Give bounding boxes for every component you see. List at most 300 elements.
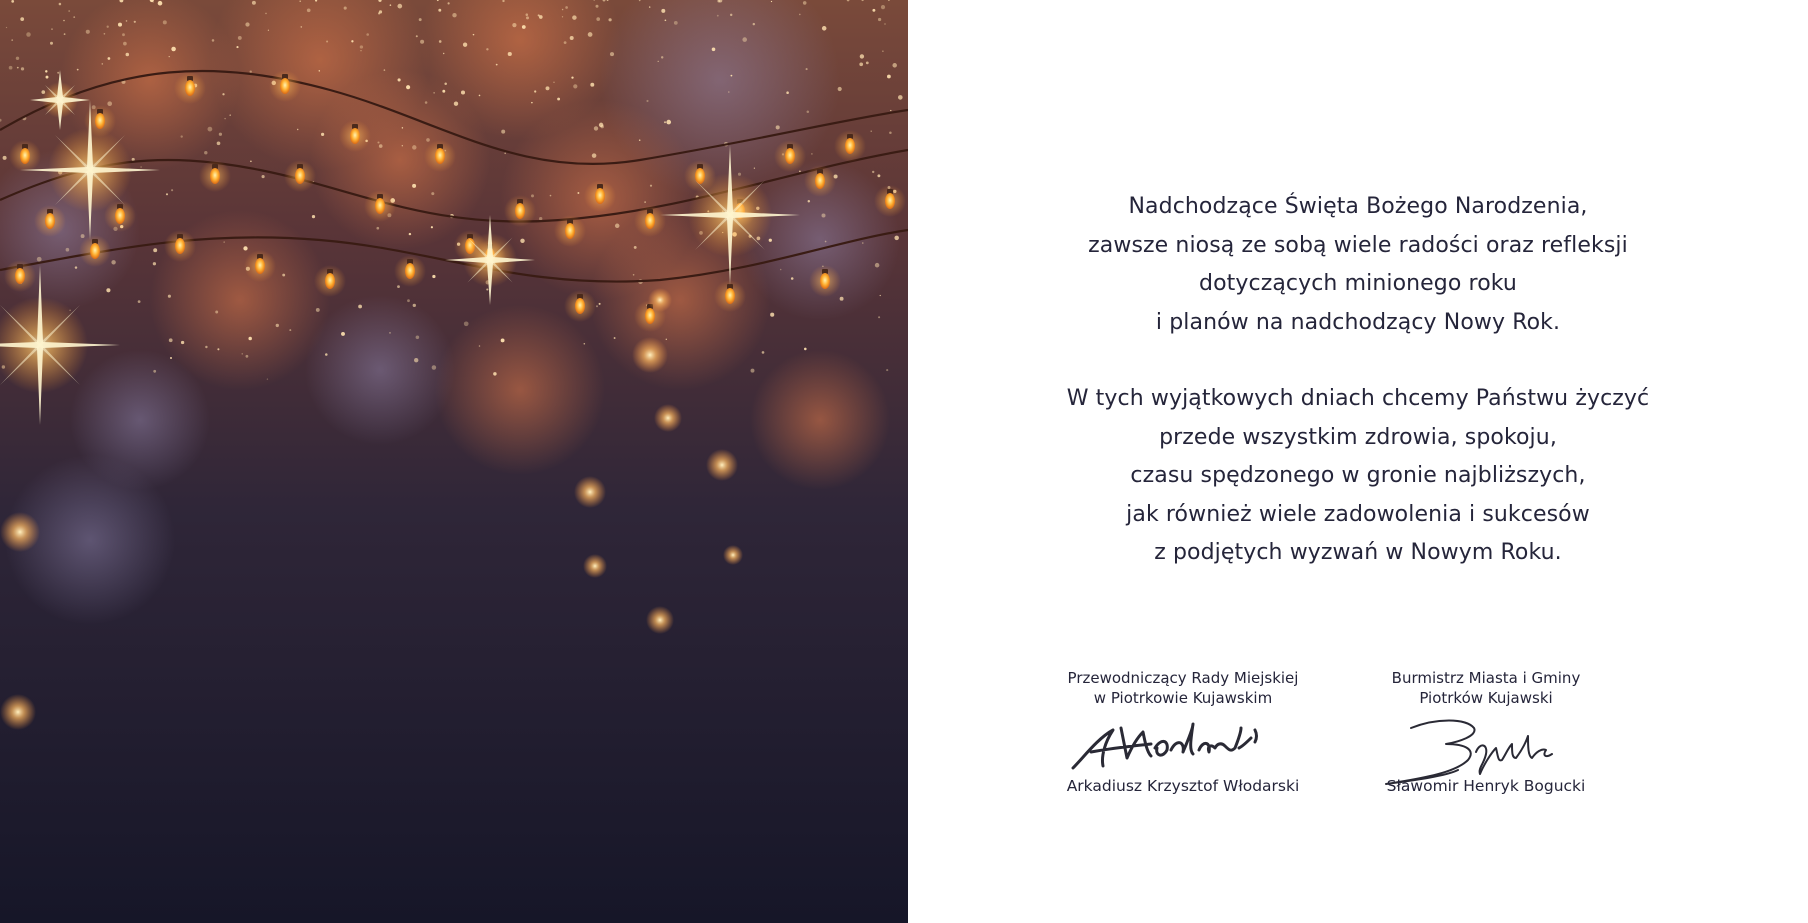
sparkle-dot [153,262,156,265]
sparkle-dot [170,357,172,359]
light-bulb [269,70,301,102]
bulb-glass [255,258,265,274]
sparkle-dot [546,86,550,90]
light-bulb [364,190,396,222]
sparkle-dot [300,26,302,28]
sparkle-dot [486,288,488,290]
bulb-glass [45,213,55,229]
sparkle-dot [610,52,614,56]
sparkle-dot [882,50,884,52]
sparkle-dot [512,23,516,27]
sparkle-dot [461,90,465,94]
sparkle-dot [282,274,285,277]
sparkle-dot [17,67,19,69]
sparkle-dot [892,63,897,68]
sparkle-dot [59,3,62,6]
sparkle-dot [3,156,7,160]
sparkle-dot [880,295,881,296]
sparkle-dot [63,20,65,22]
sparkle-dot [751,369,755,373]
sparkle-dot [539,217,542,220]
sparkle-dot [730,14,732,16]
signature-icon [1043,708,1323,776]
sparkle-dot [666,339,667,340]
sparkle-dot [73,16,75,18]
sparkle-dot [664,121,666,123]
sparkle-dot [316,308,320,312]
sparkle-dot [650,185,652,187]
sparkle-dot [376,227,379,230]
sparkle-dot [452,13,456,17]
sparkle-dot [444,82,447,85]
light-bulb [34,205,66,237]
sparkle-dot [615,224,620,229]
glowing-orb [632,337,668,373]
sparkle-dot [406,85,410,89]
light-bulb [774,140,806,172]
bulb-glass [575,298,585,314]
sparkle-dot [267,378,268,379]
light-bulb [554,215,586,247]
sparkle-dot [717,15,719,17]
sparkle-dot [420,40,424,44]
sparkle-dot [126,53,130,57]
bulb-glass [845,138,855,154]
sparkle-dot [6,27,7,28]
light-bulb [199,160,231,192]
sparkle-dot [86,30,90,34]
sparkle-dot [397,4,402,9]
sparkle-dot [821,213,825,217]
sparkle-dot [562,9,564,11]
sparkle-dot [77,69,79,71]
sparkle-dot [325,353,328,356]
sparkle-dot [219,133,222,136]
bulb-glass [375,198,385,214]
sparkle-dot [464,321,469,326]
sparkle-dot [811,153,813,155]
bulb-glass [115,208,125,224]
sparkle-dot [614,337,616,339]
greeting-line: zawsze niosą ze sobą wiele radości oraz refleksji [1088,232,1628,258]
sparkle-dot [412,145,416,149]
sparkle-dot [872,171,874,173]
sparkle-dot [248,337,252,341]
sparkle-dot [217,348,219,350]
sparkle-dot [520,239,524,243]
sparkle-dot [412,184,416,188]
sparkle-dot [432,275,435,278]
greeting-line: dotyczących minionego roku [1199,271,1517,296]
glowing-orb [0,512,40,552]
sparkle-dot [21,67,24,70]
sparkle-dot [138,300,141,303]
sparkle-dot [538,14,540,16]
sparkle-dot [181,135,183,137]
bulb-glass [295,168,305,184]
sparkle-dot [599,303,601,305]
sparkle-dot [153,370,156,373]
bulb-glass [695,168,705,184]
sparkle-dot [366,33,369,36]
sparkle-dot [312,215,315,218]
light-bulb [339,120,371,152]
sparkle-dot [588,32,593,37]
sparkle-dot [838,87,842,91]
sparkle-dot [493,372,496,375]
bulb-glass [820,273,830,289]
sparkle-dot [107,101,112,106]
sparkle-dot [889,131,892,134]
sparkle-dot [771,1,772,2]
sparkle-dot [665,19,667,21]
glowing-orb [574,476,606,508]
sparkle-dot [553,82,555,84]
sparkle-dot [397,285,400,288]
sparkle-dot [307,8,311,12]
sparkle-dot [762,351,765,354]
light-bulb [244,250,276,282]
sparkle-dot [712,48,716,52]
sparkle-dot [531,194,534,197]
sparkle-dot [245,22,249,26]
sparkle-dot [443,53,444,54]
sparkle-dot [894,236,899,241]
sparkle-dot [111,260,115,264]
sparkle-dot [877,174,880,177]
sparkle-dot [153,248,157,252]
bulb-glass [885,193,895,209]
sparkle-dot [425,101,428,104]
sparkle-dot [508,52,512,56]
sparkle-dot [644,201,645,202]
sparkle-dot [168,295,171,298]
light-bulb [874,185,906,217]
light-bulb [504,195,536,227]
sparkle-dot [108,57,111,60]
bulb-glass [280,78,290,94]
sparkle-dot [81,234,85,238]
sparkle-dot [289,329,291,331]
sparkle-dot [377,141,379,143]
sparkle-dot [390,4,392,6]
sparkle-dot [596,305,598,307]
sparkle-dot [9,66,13,70]
sparkle-dot [242,353,243,354]
bulb-glass [95,113,105,129]
signer-role-line: Przewodniczący Rady Miejskiej [1067,669,1299,687]
sparkle-dot [409,233,411,235]
sparkle-dot [898,95,903,100]
sparkle-dot [780,269,782,271]
light-bulb [174,72,206,104]
sparkle-dot [808,200,810,202]
greeting-line: czasu spędzonego w gronie najbliższych, [1130,463,1586,488]
sparkle-dot [64,33,66,35]
bulb-glass [90,243,100,259]
sparkle-dot [770,313,774,317]
sparkle-dot [433,92,434,93]
glowing-orb [654,404,682,432]
greeting-line: przede wszystkim zdrowia, spokoju, [1159,424,1557,450]
light-bulb [4,260,36,292]
sparkle-dot [262,175,265,178]
sparkle-dot [731,75,733,77]
bulb-glass [185,80,195,96]
sparkle-dot [45,70,47,72]
light-bulb [314,265,346,297]
sparkle-dot [666,120,671,125]
bulb-glass [815,173,825,189]
light-bulb [834,130,866,162]
greeting-line: Nadchodzące Święta Bożego Narodzenia, [1128,194,1588,219]
sparkle-dot [426,138,430,142]
sparkle-dot [825,241,827,243]
sparkle-dot [862,242,864,244]
sparkle-dot [236,46,238,48]
sparkle-dot [171,47,176,52]
sparkle-dot [11,39,13,41]
signer-name: Arkadiusz Krzysztof Włodarski [1066,777,1300,795]
signer-role-line: Burmistrz Miasta i Gminy [1391,669,1581,687]
sparkle-dot [351,40,353,42]
light-bulb [804,165,836,197]
sparkle-dot [596,17,600,21]
sparkle-dot [276,324,279,327]
sparkle-dot [217,141,221,145]
light-bulb [424,140,456,172]
sparkle-dot [572,15,576,19]
glowing-orb [583,554,607,578]
handwritten-signature [1043,708,1323,776]
sparkle-dot [448,2,450,4]
sparkle-dot [565,6,568,9]
sparkle-dot [243,246,247,250]
bulb-glass [20,148,30,164]
sparkle-dot [205,346,207,348]
bulb-glass [405,263,415,279]
sparkle-dot [407,299,410,302]
sparkle-dot [890,110,891,111]
sparkle-dot [807,110,810,113]
sparkle-dot [171,189,173,191]
sparkle-dot [360,45,363,48]
greeting-line: jak również wiele zadowolenia i sukcesów [1126,501,1590,527]
sparkle-dot [402,145,403,146]
sparkle-dot [358,305,362,309]
sparkle-dot [126,20,128,22]
sparkle-dot [661,9,665,13]
sparkle-dot [250,71,252,73]
sparkle-dot [123,42,127,46]
sparkle-dot [268,30,269,31]
sparkle-dot [674,21,678,25]
sparkle-dot [118,23,122,27]
sparkle-dot [871,131,872,132]
signer-mayor [1346,668,1626,796]
sparkle-dot [438,9,441,12]
sparkle-dot [646,100,648,102]
handwritten-signature [1346,708,1626,776]
sparkle-dot [439,40,442,43]
sparkle-dot [222,93,224,95]
sparkle-dot [344,7,347,10]
sparkle-dot [550,195,552,197]
sparkle-dot [107,26,109,28]
sparkle-dot [786,91,789,94]
bokeh-circle [310,70,490,250]
sparkle-dot [866,62,869,65]
bulb-glass [435,148,445,164]
sparkle-dot [486,48,488,50]
sparkle-dot [878,316,880,318]
sparkle-dot [473,34,475,36]
sparkle-dot [169,338,173,342]
sparkle-dot [776,125,780,129]
sparkle-dot [104,33,106,35]
sparkle-dot [384,69,386,71]
sparkle-dot [463,43,467,47]
sparkle-dot [791,277,794,280]
sparkle-dot [57,72,59,74]
sparkle-dot [204,151,207,154]
sparkle-dot [250,160,252,162]
sparkle-dot [321,133,324,136]
sparkle-dot [501,130,505,134]
sparkle-dot [634,246,637,249]
bulb-glass [350,128,360,144]
bulb-glass [565,223,575,239]
sparkle-dot [122,33,125,36]
sparkle-dot [140,166,142,168]
sparkle-dot [378,12,380,14]
bulb-glass [725,288,735,304]
light-bulb [164,230,196,262]
sparkle-dot [571,76,573,78]
bulb-glass [645,308,655,324]
sparkle-dot [299,0,300,1]
sparkle-dot [594,126,598,130]
greeting-line: W tych wyjątkowych dniach chcemy Państwu życzyć [1066,386,1650,411]
sparkle-dot [319,70,320,71]
sparkle-dot [564,41,567,44]
sparkle-dot [501,338,505,342]
greeting-message [908,188,1808,573]
paragraph-spacer [908,342,1808,380]
sparkle-dot [50,42,53,45]
sparkle-dot [754,168,755,169]
sparkle-dot [389,332,391,334]
sparkle-dot [102,63,104,65]
signer-role-line: Piotrków Kujawski [1419,689,1553,707]
sparkle-dot [799,170,801,172]
sparkle-dot [297,129,298,130]
sparkle-dot [479,345,481,347]
bulb-glass [15,268,25,284]
sparkle-dot [75,266,77,268]
sparkle-dot [46,76,49,79]
sparkle-dot [106,288,110,292]
sparkle-dot [496,64,498,66]
bulb-glass [595,188,605,204]
sparkle-dot [265,13,267,15]
sparkle-dot [163,20,167,24]
sparkle-dot [728,91,730,93]
sparkle-dot [658,61,659,62]
bokeh-circle [305,295,455,445]
sparkle-dot [341,332,345,336]
sparkle-dot [639,139,641,141]
sparkle-dot [416,35,418,37]
sparkle-dot [769,239,772,242]
sparkle-dot [753,23,755,25]
signer-role-line: w Piotrkowie Kujawskim [1093,689,1273,707]
glowing-orb [646,606,674,634]
sparkle-dot [881,5,885,9]
glowing-orb [706,449,738,481]
sparkle-dot [526,16,529,19]
sparkle-dot [442,90,445,93]
sparkle-dot [66,248,70,252]
sparkle-dot [608,18,611,21]
sparkle-dot [872,9,875,12]
sparkle-dot [169,56,170,57]
sparkle-dot [238,36,242,40]
sparkle-dot [570,36,574,40]
sparkle-dot [402,127,403,128]
sparkle-dot [379,144,383,148]
greeting-text-panel [908,0,1808,923]
sparkle-dot [229,114,231,116]
light-bulb [79,235,111,267]
sparkle-dot [252,1,256,5]
sparkle-dot [875,263,880,268]
bulb-glass [785,148,795,164]
sparkle-dot [884,23,886,25]
bokeh-circle [435,305,605,475]
bulb-glass [645,213,655,229]
sparkle-dot [419,18,422,21]
greeting-line: z podjętych wyzwań w Nowym Roku. [1154,540,1562,565]
sparkle-dot [215,311,218,314]
light-bulb [564,290,596,322]
signer-name: Sławomir Henryk Bogucki [1386,777,1586,795]
sparkle-dot [596,5,599,8]
sparkle-dot [806,68,808,70]
sparkle-dot [590,83,594,87]
sparkle-dot [649,6,650,7]
bulb-glass [210,168,220,184]
sparkle-dot [886,369,888,371]
sparkle-dot [803,1,807,5]
light-bulb [9,140,41,172]
light-bulb [584,180,616,212]
sparkle-dot [398,78,401,81]
sparkle-dot [26,32,30,36]
sparkle-dot [414,358,418,362]
sparkle-dot [134,21,136,23]
sparkle-dot [526,13,529,16]
sparkle-dot [208,127,213,132]
bulb-glass [175,238,185,254]
light-bulb [809,265,841,297]
sparkle-dot [531,102,533,104]
sparkle-dot [68,10,70,12]
sparkle-dot [859,62,863,66]
sparkle-dot [799,14,801,16]
sparkle-dot [431,192,434,195]
light-bulb [394,255,426,287]
